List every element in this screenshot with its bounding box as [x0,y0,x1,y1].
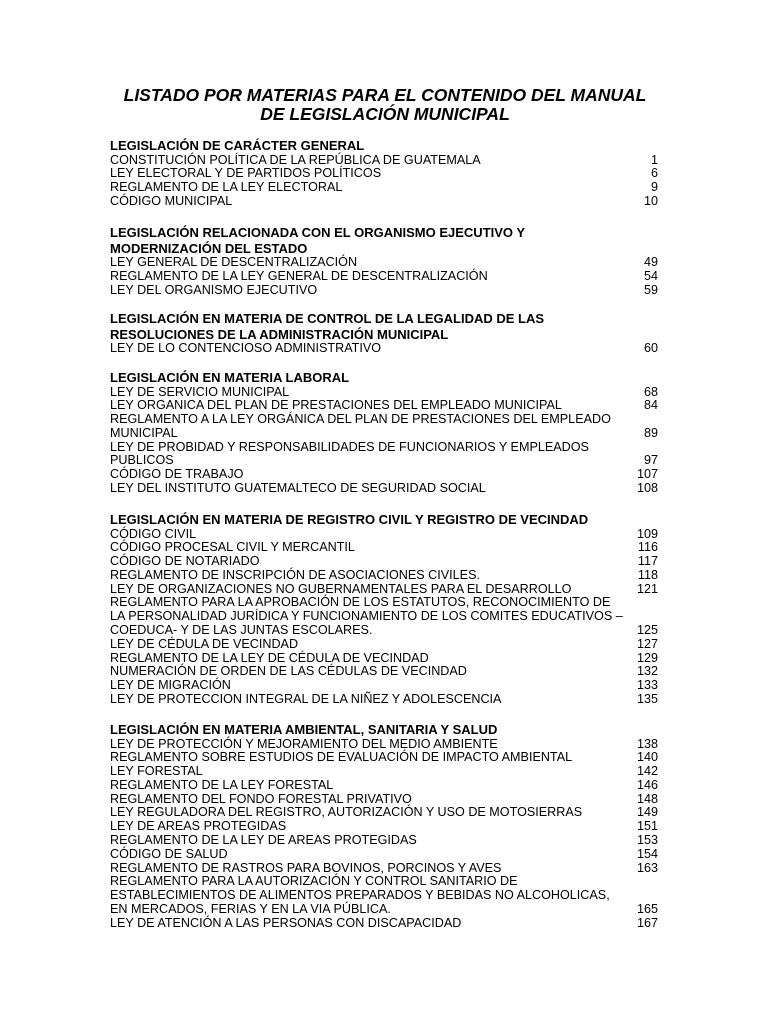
toc-entry-title: LEY FORESTAL [110,764,203,779]
toc-entry-title: LEY DE PROBIDAD Y RESPONSABILIDADES DE FUNCIONARIOS Y EMPLEADOS PUBLICOS [110,439,589,468]
toc-entry-title: REGLAMENTO DE LA LEY ELECTORAL [110,180,343,195]
toc-entry-page-number: 133 [636,678,658,693]
toc-entry-page-number: 108 [636,481,658,496]
toc-entry-title: CÓDIGO DE TRABAJO [110,467,244,482]
toc-entry-title: REGLAMENTO DE INSCRIPCIÓN DE ASOCIACIONES CIVILES. [110,567,480,582]
toc-entry-title: LEY DE AREAS PROTEGIDAS [110,819,287,834]
toc-entry [110,181,658,195]
toc-entry-title: LEY DE MIGRACIÓN [110,678,231,693]
toc-entry-page-number: 153 [636,833,658,848]
toc-entry-page-number: 163 [636,860,658,875]
document-title-line-1: LISTADO POR MATERIAS PARA EL CONTENIDO DEL MANUAL [123,85,647,105]
toc-entry [110,848,658,862]
toc-entry-title: REGLAMENTO PARA LA APROBACIÓN DE LOS ESTATUTOS, RECONOCIMIENTO DE LA PERSONALIDAD JURÍDICA Y FUNCIONAMIENTO DE LOS COMITES EDUCATIVOS – COEDUCA- Y DE LAS JUNTAS ESCOLARES. [110,595,623,638]
toc-entry-page-number: 60 [643,341,658,355]
toc-entry-page-number: 135 [636,692,658,707]
toc-entry [110,555,658,569]
toc-entry-title: REGLAMENTO DEL FONDO FORESTAL PRIVATIVO [110,791,412,806]
toc-entry [110,806,658,820]
toc-entry-page-number: 165 [636,902,658,917]
toc-entry-page-number: 54 [643,268,658,283]
toc-entry-page-number: 140 [636,750,658,765]
toc-entry [110,441,658,469]
toc-section [110,311,658,356]
section-heading: LEGISLACIÓN EN MATERIA DE CONTROL DE LA LEGALIDAD DE LAS RESOLUCIONES DE LA ADMINISTRACIÓN MUNICIPAL [110,311,545,342]
toc-entry-page-number: 117 [637,554,658,569]
toc-entry-title: REGLAMENTO SOBRE ESTUDIOS DE EVALUACIÓN DE IMPACTO AMBIENTAL [110,750,573,765]
toc-entry-page-number: 118 [637,567,658,582]
toc-entry-page-number: 121 [636,581,658,596]
toc-entry [110,195,658,209]
toc-entry-title: LEY DE LO CONTENCIOSO ADMINISTRATIVO [110,341,382,355]
toc-entry-title: REGLAMENTO DE LA LEY DE CÉDULA DE VECINDAD [110,650,429,665]
toc-entry-page-number: 146 [636,777,658,792]
toc-entry-page-number: 109 [636,526,658,541]
toc-entry-title: REGLAMENTO DE RASTROS PARA BOVINOS, PORCINOS Y AVES [110,860,502,875]
toc-entry-page-number: 89 [643,425,658,440]
toc-entry-title: CÓDIGO DE NOTARIADO [110,554,260,569]
section-heading: LEGISLACIÓN EN MATERIA LABORAL [110,370,350,385]
toc-entry-page-number: 1 [650,152,658,167]
toc-entry-page-number: 97 [643,453,658,468]
toc-entry-page-number: 49 [643,255,658,269]
toc-entry [110,917,658,931]
toc-entry-title: CONSTITUCIÓN POLÍTICA DE LA REPÚBLICA DE GUATEMALA [110,152,481,167]
toc-entry-title: CÓDIGO DE SALUD [110,846,228,861]
toc-entry [110,167,658,181]
toc-entry [110,875,658,916]
toc-entry [110,638,658,652]
toc-entry-page-number: 107 [636,467,658,482]
toc-entry-title: LEY REGULADORA DEL REGISTRO, AUTORIZACIÓN Y USO DE MOTOSIERRAS [110,805,583,820]
toc-entry-title: LEY GENERAL DE DESCENTRALIZACIÓN [110,255,358,269]
toc-entry-title: REGLAMENTO DE LA LEY FORESTAL [110,777,334,792]
toc-entry-title: CÓDIGO CIVIL [110,526,197,541]
document-title-line-2: DE LEGISLACIÓN MUNICIPAL [260,104,510,124]
toc-entry-page-number: 129 [636,650,658,665]
toc-entry-page-number: 154 [636,846,658,861]
toc-entry [110,679,658,693]
toc-entry [110,342,658,356]
toc-entry-title: LEY DE PROTECCION INTEGRAL DE LA NIÑEZ Y ADOLESCENCIA [110,692,502,707]
toc-entry [110,596,658,637]
toc-entry [110,413,658,441]
toc-entry-page-number: 142 [636,764,658,779]
toc-entry-page-number: 125 [636,623,658,638]
toc-entry-title: CÓDIGO PROCESAL CIVIL Y MERCANTIL [110,540,355,555]
toc-entry-page-number: 116 [637,540,658,555]
toc-entry-page-number: 10 [643,193,658,208]
toc-entry-title: LEY DE PROTECCIÓN Y MEJORAMIENTO DEL MEDIO AMBIENTE [110,736,498,751]
toc-entry-page-number: 151 [636,819,658,834]
toc-entry-title: LEY DE SERVICIO MUNICIPAL [110,384,290,399]
toc-entry-title: LEY DE CÉDULA DE VECINDAD [110,636,299,651]
toc-entry [110,779,658,793]
toc-entry [110,569,658,583]
toc-section [110,138,658,209]
toc-entry-title: REGLAMENTO PARA LA AUTORIZACIÓN Y CONTROL SANITARIO DE ESTABLECIMIENTOS DE ALIMENTOS PREPARADOS Y BEBIDAS NO ALCOHOLICAS, EN MERCADOS, FERIAS Y EN LA VIA PÚBLICA. [110,874,610,917]
toc-entry [110,256,658,270]
section-heading: LEGISLACIÓN EN MATERIA AMBIENTAL, SANITARIA Y SALUD [110,722,498,737]
toc-entry [110,284,658,298]
toc-entry-page-number: 148 [636,791,658,806]
toc-section [110,722,658,931]
toc-entry-title: LEY DE ATENCIÓN A LAS PERSONAS CON DISCAPACIDAD [110,915,462,930]
toc-entry [110,765,658,779]
toc-entry-title: LEY ELECTORAL Y DE PARTIDOS POLÍTICOS [110,166,382,181]
toc-entry-page-number: 84 [643,398,658,413]
toc-section [110,512,658,707]
toc-entry [110,468,658,482]
toc-entry-title: NUMERACIÓN DE ORDEN DE LAS CÉDULAS DE VECINDAD [110,664,467,679]
toc-entry-page-number: 149 [636,805,658,820]
toc-section [110,370,658,496]
toc-entry [110,482,658,496]
toc-section [110,225,658,297]
toc-entry-title: REGLAMENTO A LA LEY ORGÁNICA DEL PLAN DE PRESTACIONES DEL EMPLEADO MUNICIPAL [110,412,611,440]
toc-entry [110,751,658,765]
toc-entry [110,386,658,400]
toc-entry [110,270,658,284]
toc-entry-title: LEY ORGANICA DEL PLAN DE PRESTACIONES DEL EMPLEADO MUNICIPAL [110,398,562,413]
toc-entry-title: REGLAMENTO DE LA LEY GENERAL DE DESCENTRALIZACIÓN [110,268,488,283]
toc-entry-title: LEY DEL ORGANISMO EJECUTIVO [110,282,318,297]
toc-entry [110,834,658,848]
section-heading: LEGISLACIÓN EN MATERIA DE REGISTRO CIVIL Y REGISTRO DE VECINDAD [110,512,589,527]
toc-entry-page-number: 68 [643,384,658,399]
document-title [100,86,670,124]
toc-entry-page-number: 132 [636,664,658,679]
toc-entry-title: REGLAMENTO DE LA LEY DE AREAS PROTEGIDAS [110,833,417,848]
toc-entry-page-number: 127 [636,636,658,651]
section-heading: LEGISLACIÓN DE CARÁCTER GENERAL [110,138,365,153]
toc-entry [110,693,658,707]
toc-entry-page-number: 167 [636,915,658,930]
toc-entry-title: LEY DE ORGANIZACIONES NO GUBERNAMENTALES PARA EL DESARROLLO [110,581,572,596]
toc-entry-page-number: 59 [643,282,658,297]
toc-entry-page-number: 9 [650,180,658,195]
toc-entry-page-number: 6 [650,166,658,181]
section-heading: LEGISLACIÓN RELACIONADA CON EL ORGANISMO EJECUTIVO Y MODERNIZACIÓN DEL ESTADO [110,225,526,256]
toc-entry-title: LEY DEL INSTITUTO GUATEMALTECO DE SEGURIDAD SOCIAL [110,481,486,496]
toc-entry-title: CÓDIGO MUNICIPAL [110,193,233,208]
toc-entry [110,820,658,834]
toc-entry-page-number: 138 [636,736,658,751]
